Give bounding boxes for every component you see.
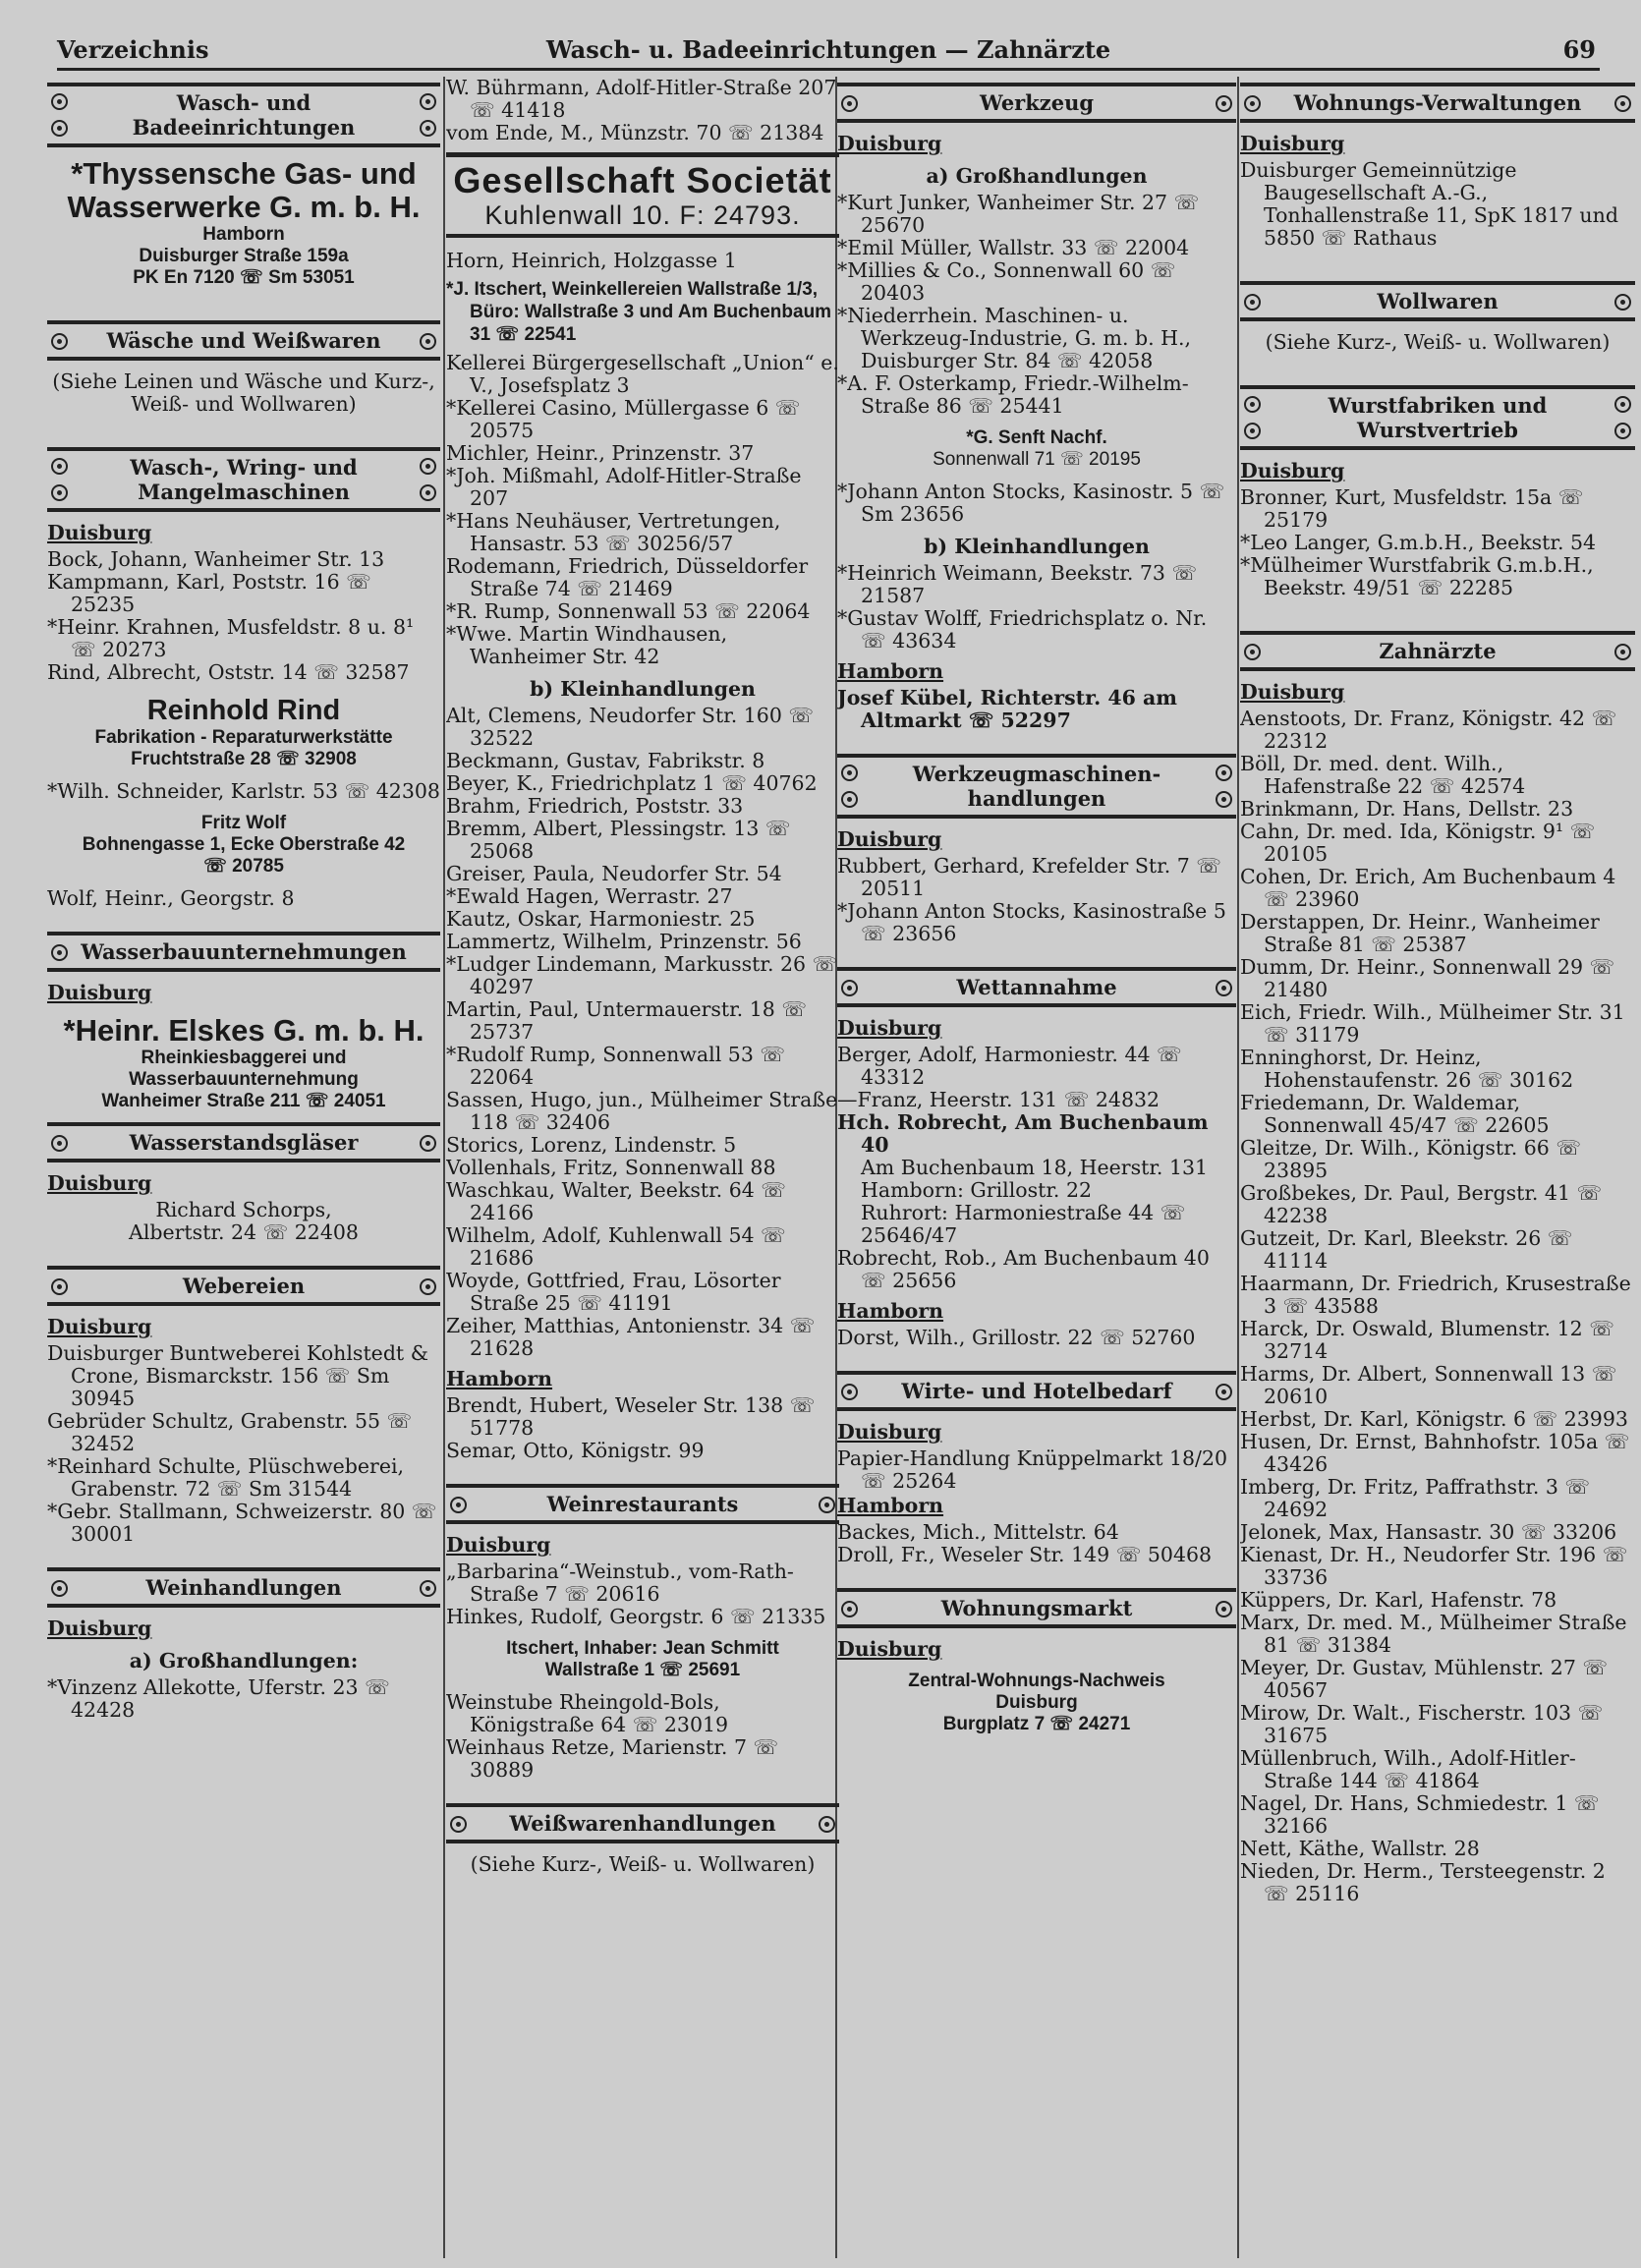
column-3 xyxy=(837,77,1236,2258)
list-item: Rind, Albrecht, Oststr. 14 ☏ 32587 xyxy=(47,660,410,684)
ornament-icon xyxy=(420,1135,436,1152)
ornament-icon xyxy=(1614,396,1631,413)
ornament-icon xyxy=(51,333,68,350)
list-item: Martin, Paul, Untermauerstr. 18 ☏ 25737 xyxy=(446,997,807,1044)
ornament-icon xyxy=(1244,396,1261,413)
ad-line: PK En 7120 ☏ Sm 53051 xyxy=(133,267,355,288)
subheading: a) Großhandlungen: xyxy=(129,1649,359,1673)
list-item: *Johann Anton Stocks, Kasinostr. 5 ☏ Sm 23656 xyxy=(837,480,1225,526)
ornament-icon xyxy=(1216,1601,1232,1617)
list-item: —Franz, Heerstr. 131 ☏ 24832 xyxy=(837,1088,1160,1111)
city-heading: Duisburg xyxy=(837,1420,942,1444)
list-item: Böll, Dr. med. dent. Wilh., Hafenstraße 22 ☏ 42574 xyxy=(1240,752,1526,798)
city-heading: Hamborn xyxy=(837,1299,944,1323)
section-heading xyxy=(446,1484,839,1524)
list-item: Herbst, Dr. Karl, Königstr. 6 ☏ 23993 xyxy=(1240,1407,1628,1431)
list-item: Gleitze, Dr. Wilh., Königstr. 66 ☏ 23895 xyxy=(1240,1136,1581,1182)
ad-name: *G. Senft Nachf. xyxy=(966,427,1107,448)
list-item: Ruhrort: Harmoniestraße 44 ☏ 25646/47 xyxy=(861,1201,1186,1247)
list-item: Waschkau, Walter, Beekstr. 64 ☏ 24166 xyxy=(446,1178,786,1224)
list-item: Kautz, Oskar, Harmoniestr. 25 xyxy=(446,907,756,931)
list-item: Kampmann, Karl, Poststr. 16 ☏ 25235 xyxy=(47,570,371,616)
list-item: Marx, Dr. med. M., Mülheimer Straße 81 ☏ 31384 xyxy=(1240,1611,1627,1657)
ornament-icon xyxy=(1216,1384,1232,1400)
section-heading xyxy=(837,1588,1236,1628)
list-item: Müllenbruch, Wilh., Adolf-Hitler-Straße 144 ☏ 41864 xyxy=(1240,1746,1576,1792)
list-item: *Emil Müller, Wallstr. 33 ☏ 22004 xyxy=(837,236,1190,259)
ad-line: Duisburg xyxy=(995,1692,1078,1713)
list-item: Jelonek, Max, Hansastr. 30 ☏ 33206 xyxy=(1240,1520,1617,1544)
list-item: Beyer, K., Friedrichplatz 1 ☏ 40762 xyxy=(446,771,818,795)
list-item: Alt, Clemens, Neudorfer Str. 160 ☏ 32522 xyxy=(446,704,815,750)
list-item: Bock, Johann, Wanheimer Str. 13 xyxy=(47,547,385,571)
ornament-icon xyxy=(1614,95,1631,112)
list-item: Greiser, Paula, Neudorfer Str. 54 xyxy=(446,862,782,885)
list-item: *Gustav Wolff, Friedrichsplatz o. Nr. ☏ 43634 xyxy=(837,606,1208,652)
ornament-icon xyxy=(841,95,858,112)
ad-name: *Heinr. Elskes G. m. b. H. xyxy=(63,1013,424,1048)
list-item: Michler, Heinr., Prinzenstr. 37 xyxy=(446,441,755,465)
city-heading: Duisburg xyxy=(47,981,152,1004)
ornament-icon xyxy=(450,1497,467,1513)
list-item: *Wilh. Schneider, Karlstr. 53 ☏ 42308 xyxy=(47,779,440,803)
section-title: Weißwarenhandlungen xyxy=(509,1811,776,1836)
ad-name: Reinhold Rind xyxy=(146,695,341,726)
list-item: Imberg, Dr. Fritz, Paffrathstr. 3 ☏ 24692 xyxy=(1240,1475,1591,1521)
section-heading xyxy=(446,1803,839,1843)
header-title: Wasch- u. Badeeinrichtungen — Zahnärzte xyxy=(545,35,1111,64)
section-heading xyxy=(47,1122,440,1162)
advertisement xyxy=(446,152,839,238)
section-title: Wettannahme xyxy=(956,975,1117,999)
section-heading xyxy=(47,320,440,361)
list-item: Husen, Dr. Ernst, Bahnhofstr. 105a ☏ 43426 xyxy=(1240,1430,1630,1476)
list-item: Nagel, Dr. Hans, Schmiedestr. 1 ☏ 32166 xyxy=(1240,1791,1600,1838)
ornament-icon xyxy=(841,765,858,781)
list-item: *Joh. Mißmahl, Adolf-Hitler-Straße 207 xyxy=(446,464,802,510)
ornament-icon xyxy=(841,1601,858,1617)
list-item: Friedemann, Dr. Waldemar, Sonnenwall 45/47 ☏ 22605 xyxy=(1240,1091,1550,1137)
list-item: Brahm, Friedrich, Poststr. 33 xyxy=(446,794,744,818)
city-heading: Hamborn xyxy=(446,1367,553,1390)
section-title: Wurstfabriken und Wurstvertrieb xyxy=(1328,393,1548,442)
list-item: Papier-Handlung Knüppelmarkt 18/20 ☏ 25264 xyxy=(837,1446,1228,1493)
ornament-icon xyxy=(450,1816,467,1833)
city-heading: Duisburg xyxy=(1240,459,1345,482)
list-item: *Gebr. Stallmann, Schweizerstr. 80 ☏ 30001 xyxy=(47,1500,437,1546)
ornament-icon xyxy=(420,120,436,137)
list-item: Harms, Dr. Albert, Sonnenwall 13 ☏ 20610 xyxy=(1240,1362,1617,1408)
list-item: Duisburger Gemeinnützige Baugesellschaft A.-G., Tonhallenstraße 11, SpK 1817 und 5850 ☏ Rathaus xyxy=(1240,158,1618,250)
section-heading xyxy=(837,754,1236,819)
list-item: Dorst, Wilh., Grillostr. 22 ☏ 52760 xyxy=(837,1326,1196,1349)
list-item: Weinstube Rheingold-Bols, Königstraße 64 ☏ 23019 xyxy=(446,1690,729,1736)
list-item: Am Buchenbaum 18, Heerstr. 131 xyxy=(861,1156,1209,1179)
column-1 xyxy=(47,77,440,2258)
list-item: Lammertz, Wilhelm, Prinzenstr. 56 xyxy=(446,930,802,953)
section-heading xyxy=(837,83,1236,123)
section-title: Zahnärzte xyxy=(1379,639,1497,663)
advertisement xyxy=(47,157,440,289)
list-item: Hinkes, Rudolf, Georgstr. 6 ☏ 21335 xyxy=(446,1605,826,1628)
list-item: *Johann Anton Stocks, Kasinostraße 5 ☏ 23656 xyxy=(837,899,1226,945)
ornament-icon xyxy=(841,791,858,808)
ornament-icon xyxy=(51,484,68,501)
section-heading xyxy=(1240,631,1635,671)
list-item: *Reinhard Schulte, Plüschweberei, Grabenstr. 72 ☏ Sm 31544 xyxy=(47,1454,405,1501)
list-item: Robrecht, Rob., Am Buchenbaum 40 ☏ 25656 xyxy=(837,1246,1210,1292)
list-item: Josef Kübel, Richterstr. 46 am Altmarkt ☏ 52297 xyxy=(837,686,1177,732)
city-heading: Duisburg xyxy=(47,1315,152,1338)
list-item: Kienast, Dr. H., Neudorfer Str. 196 ☏ 33736 xyxy=(1240,1543,1628,1589)
list-item: Wilhelm, Adolf, Kuhlenwall 54 ☏ 21686 xyxy=(446,1223,786,1270)
list-item: *Vinzenz Allekotte, Uferstr. 23 ☏ 42428 xyxy=(47,1675,390,1722)
advertisement xyxy=(837,427,1236,471)
column-divider xyxy=(1237,77,1239,2258)
ornament-icon xyxy=(420,93,436,110)
ornament-icon xyxy=(51,1278,68,1295)
list-item: vom Ende, M., Münzstr. 70 ☏ 21384 xyxy=(446,121,824,144)
ad-name: Itschert, Inhaber: Jean Schmitt xyxy=(506,1638,779,1659)
ad-line: Burgplatz 7 ☏ 24271 xyxy=(942,1714,1131,1734)
section-title: Wasch-, Wring- und Mangelmaschinen xyxy=(130,455,358,504)
section-title: Wirte- und Hotelbedarf xyxy=(901,1379,1172,1403)
ornament-icon xyxy=(1244,294,1261,311)
advertisement xyxy=(47,813,440,878)
list-item: Rubbert, Gerhard, Krefelder Str. 7 ☏ 20511 xyxy=(837,854,1221,900)
section-heading xyxy=(837,1371,1236,1411)
list-item: *Ewald Hagen, Werrastr. 27 xyxy=(446,884,733,908)
list-item: Weinhaus Retze, Marienstr. 7 ☏ 30889 xyxy=(446,1735,779,1782)
list-item: *Heinrich Weimann, Beekstr. 73 ☏ 21587 xyxy=(837,561,1198,607)
city-heading: Duisburg xyxy=(47,521,152,544)
ornament-icon xyxy=(1216,765,1232,781)
section-title: Webereien xyxy=(182,1274,306,1298)
ornament-icon xyxy=(819,1816,835,1833)
list-item: *Hans Neuhäuser, Vertretungen, Hansastr. 53 ☏ 30256/57 xyxy=(446,509,781,555)
ornament-icon xyxy=(1244,423,1261,439)
list-item: *Leo Langer, G.m.b.H., Beekstr. 54 xyxy=(1240,531,1597,554)
ornament-icon xyxy=(1216,95,1232,112)
advertisement xyxy=(446,1638,839,1681)
list-item: Nett, Käthe, Wallstr. 28 xyxy=(1240,1837,1480,1860)
city-heading: Duisburg xyxy=(446,1533,551,1557)
list-item: Sassen, Hugo, jun., Mülheimer Straße 118 ☏ 32406 xyxy=(446,1088,838,1134)
list-item: Horn, Heinrich, Holzgasse 1 xyxy=(446,249,737,272)
ad-name: Zentral-Wohnungs-Nachweis xyxy=(908,1671,1165,1691)
advertisement xyxy=(837,1671,1236,1735)
list-item: Derstappen, Dr. Heinr., Wanheimer Straße 81 ☏ 25387 xyxy=(1240,910,1600,956)
list-item: Nieden, Dr. Herm., Tersteegenstr. 2 ☏ 25116 xyxy=(1240,1859,1606,1905)
section-title: Wasch- und Badeeinrichtungen xyxy=(132,90,356,140)
ornament-icon xyxy=(1614,644,1631,660)
list-item: *R. Rump, Sonnenwall 53 ☏ 22064 xyxy=(446,599,811,623)
list-item: Duisburger Buntweberei Kohlstedt & Crone, Bismarckstr. 156 ☏ Sm 30945 xyxy=(47,1341,428,1410)
list-item: Cahn, Dr. med. Ida, Königstr. 9¹ ☏ 20105 xyxy=(1240,820,1596,866)
section-title: Weinhandlungen xyxy=(145,1575,342,1600)
ad-line: Kuhlenwall 10. F: 24793. xyxy=(484,200,801,230)
list-item: W. Bührmann, Adolf-Hitler-Straße 207 ☏ 41418 xyxy=(446,77,837,122)
section-title: Weinrestaurants xyxy=(546,1492,739,1516)
page-number: 69 xyxy=(1562,35,1596,64)
subheading: b) Kleinhandlungen xyxy=(924,535,1150,558)
ad-line: Wallstraße 1 ☏ 25691 xyxy=(544,1660,741,1680)
section-heading xyxy=(837,967,1236,1007)
list-item: Großbekes, Dr. Paul, Bergstr. 41 ☏ 42238 xyxy=(1240,1181,1603,1227)
list-item: Hamborn: Grillostr. 22 xyxy=(861,1178,1093,1202)
list-item: Woyde, Gottfried, Frau, Lösorter Straße 25 ☏ 41191 xyxy=(446,1269,781,1315)
section-title: Werkzeug xyxy=(979,90,1095,115)
city-heading: Duisburg xyxy=(837,1016,942,1040)
list-item: Backes, Mich., Mittelstr. 64 xyxy=(837,1520,1119,1544)
section-title: Wohnungsmarkt xyxy=(940,1596,1133,1620)
section-heading xyxy=(47,932,440,972)
list-item: *Kurt Junker, Wanheimer Str. 27 ☏ 25670 xyxy=(837,191,1200,237)
list-item: Bremm, Albert, Plessingstr. 13 ☏ 25068 xyxy=(446,817,791,863)
list-item: Meyer, Dr. Gustav, Mühlenstr. 27 ☏ 40567 xyxy=(1240,1656,1609,1702)
list-item: *Wwe. Martin Windhausen, Wanheimer Str. 42 xyxy=(446,622,728,668)
ad-line: Hamborn xyxy=(202,224,285,245)
city-heading: Hamborn xyxy=(837,659,944,683)
list-item: Bronner, Kurt, Musfeldstr. 15a ☏ 25179 xyxy=(1240,485,1584,532)
ornament-icon xyxy=(1216,791,1232,808)
list-item: *Ludger Lindemann, Markusstr. 26 ☏ 40297 xyxy=(446,952,838,998)
subheading: a) Großhandlungen xyxy=(926,164,1148,188)
ornament-icon xyxy=(1614,423,1631,439)
section-heading xyxy=(1240,83,1635,123)
list-item: Brinkmann, Dr. Hans, Dellstr. 23 xyxy=(1240,797,1574,821)
list-item: Berger, Adolf, Harmoniestr. 44 ☏ 43312 xyxy=(837,1043,1182,1089)
ornament-icon xyxy=(1244,95,1261,112)
city-heading: Duisburg xyxy=(837,132,942,155)
ornament-icon xyxy=(51,458,68,475)
list-item: *A. F. Osterkamp, Friedr.-Wilhelm-Straße 86 ☏ 25441 xyxy=(837,371,1189,418)
list-item: Gutzeit, Dr. Karl, Bleekstr. 26 ☏ 41114 xyxy=(1240,1226,1573,1273)
city-heading: Hamborn xyxy=(837,1494,944,1517)
list-item: *Niederrhein. Maschinen- u. Werkzeug-Industrie, G. m. b. H., Duisburger Str. 84 ☏ 42058 xyxy=(837,304,1192,372)
list-item: Vollenhals, Fritz, Sonnenwall 88 xyxy=(446,1156,776,1179)
list-item: *Mülheimer Wurstfabrik G.m.b.H., Beekstr. 49/51 ☏ 22285 xyxy=(1240,553,1594,599)
ornament-icon xyxy=(51,1580,68,1597)
ornament-icon xyxy=(420,458,436,475)
list-item: Aenstoots, Dr. Franz, Königstr. 42 ☏ 22312 xyxy=(1240,707,1617,753)
city-heading: Duisburg xyxy=(1240,132,1345,155)
list-item: Küppers, Dr. Karl, Hafenstr. 78 xyxy=(1240,1588,1557,1612)
column-2 xyxy=(446,77,839,2258)
list-item: Dumm, Dr. Heinr., Sonnenwall 29 ☏ 21480 xyxy=(1240,955,1615,1001)
city-heading: Duisburg xyxy=(47,1171,152,1195)
advertisement xyxy=(47,694,440,770)
ad-line: Rheinkiesbaggerei und xyxy=(141,1048,347,1068)
column-4 xyxy=(1240,77,1635,2258)
section-heading xyxy=(47,447,440,512)
list-item: Beckmann, Gustav, Fabrikstr. 8 xyxy=(446,749,765,772)
list-item: *Millies & Co., Sonnenwall 60 ☏ 20403 xyxy=(837,258,1176,305)
list-item: *Kellerei Casino, Müllergasse 6 ☏ 20575 xyxy=(446,396,801,442)
list-item: Mirow, Dr. Walt., Fischerstr. 103 ☏ 31675 xyxy=(1240,1701,1604,1747)
list-item: Brendt, Hubert, Weseler Str. 138 ☏ 51778 xyxy=(446,1393,816,1440)
city-heading: Duisburg xyxy=(837,827,942,851)
section-title: Wollwaren xyxy=(1377,289,1499,313)
header-left: Verzeichnis xyxy=(57,35,209,64)
list-item: Harck, Dr. Oswald, Blumenstr. 12 ☏ 32714 xyxy=(1240,1317,1614,1363)
section-title: Wäsche und Weißwaren xyxy=(106,328,381,353)
list-item: Albertstr. 24 ☏ 22408 xyxy=(129,1220,359,1244)
ad-name: Wasserwerke G. m. b. H. xyxy=(67,190,421,224)
ornament-icon xyxy=(819,1497,835,1513)
section-title: Wasserstandsgläser xyxy=(129,1130,359,1155)
ornament-icon xyxy=(841,1384,858,1400)
ad-line: Sonnenwall 71 ☏ 20195 xyxy=(933,449,1141,470)
city-heading: Duisburg xyxy=(1240,680,1345,704)
ornament-icon xyxy=(1244,644,1261,660)
list-item: Droll, Fr., Weseler Str. 149 ☏ 50468 xyxy=(837,1543,1213,1566)
advertisement xyxy=(47,1014,440,1112)
ad-name: Fritz Wolf xyxy=(200,813,287,833)
list-item: Eich, Friedr. Wilh., Mülheimer Str. 31 ☏ 31179 xyxy=(1240,1000,1625,1047)
ad-line: Duisburger Straße 159a xyxy=(139,246,349,266)
column-divider xyxy=(443,77,445,2258)
list-item: Semar, Otto, Königstr. 99 xyxy=(446,1439,705,1462)
section-heading xyxy=(47,1567,440,1608)
ad-line: ☏ 20785 xyxy=(203,856,284,877)
ad-line: Fruchtstraße 28 ☏ 32908 xyxy=(131,749,357,769)
cross-reference: (Siehe Leinen und Wäsche und Kurz-, Weiß- und Wollwaren) xyxy=(52,369,435,416)
section-heading xyxy=(1240,385,1635,450)
list-item: Cohen, Dr. Erich, Am Buchenbaum 4 ☏ 23960 xyxy=(1240,865,1616,911)
list-item: Haarmann, Dr. Friedrich, Krusestraße 3 ☏ 43588 xyxy=(1240,1272,1631,1318)
ornament-icon xyxy=(420,484,436,501)
list-item: Zeiher, Matthias, Antonienstr. 34 ☏ 21628 xyxy=(446,1314,816,1360)
list-item: Enninghorst, Dr. Heinz, Hohenstaufenstr. 26 ☏ 30162 xyxy=(1240,1046,1574,1092)
list-item: *J. Itschert, Weinkellereien Wallstraße 1/3, Büro: Wallstraße 3 und Am Buchenbaum 31 ☏ 22541 xyxy=(446,279,832,345)
ornament-icon xyxy=(420,1278,436,1295)
ornament-icon xyxy=(51,93,68,110)
section-title: Werkzeugmaschinen-handlungen xyxy=(912,762,1161,811)
list-item: Wolf, Heinr., Georgstr. 8 xyxy=(47,886,295,910)
section-heading xyxy=(47,1266,440,1306)
cross-reference: (Siehe Kurz-, Weiß- u. Wollwaren) xyxy=(1265,330,1611,354)
ad-line: Wanheimer Straße 211 ☏ 24051 xyxy=(101,1091,386,1111)
ornament-icon xyxy=(420,1580,436,1597)
section-title: Wohnungs-Verwaltungen xyxy=(1293,90,1582,115)
ad-name: Gesellschaft Societät xyxy=(453,160,832,200)
list-item: *Rudolf Rump, Sonnenwall 53 ☏ 22064 xyxy=(446,1043,786,1089)
ad-line: Bohnengasse 1, Ecke Oberstraße 42 xyxy=(82,834,406,855)
list-item: Hch. Robrecht, Am Buchenbaum 40 xyxy=(837,1110,1209,1157)
section-title: Wasserbauunternehmungen xyxy=(81,939,407,964)
list-item: Richard Schorps, xyxy=(155,1198,332,1221)
ornament-icon xyxy=(1614,294,1631,311)
list-item: „Barbarina“-Weinstub., vom-Rath-Straße 7 ☏ 20616 xyxy=(446,1559,794,1606)
page-header xyxy=(57,33,1600,71)
list-item: Storics, Lorenz, Lindenstr. 5 xyxy=(446,1133,737,1157)
list-item: *Heinr. Krahnen, Musfeldstr. 8 u. 8¹ ☏ 20273 xyxy=(47,615,415,661)
list-item: Kellerei Bürgergesellschaft „Union“ e. V., Josefsplatz 3 xyxy=(446,351,839,397)
ad-line: Fabrikation - Reparaturwerkstätte xyxy=(94,727,393,748)
section-heading xyxy=(47,83,440,147)
ornament-icon xyxy=(1216,980,1232,996)
ornament-icon xyxy=(51,944,68,961)
ornament-icon xyxy=(841,980,858,996)
subheading: b) Kleinhandlungen xyxy=(530,677,756,701)
section-heading xyxy=(1240,281,1635,321)
ornament-icon xyxy=(51,120,68,137)
list-item: Rodemann, Friedrich, Düsseldorfer Straße 74 ☏ 21469 xyxy=(446,554,809,600)
city-heading: Duisburg xyxy=(47,1616,152,1640)
ornament-icon xyxy=(51,1135,68,1152)
ad-line: Wasserbauunternehmung xyxy=(129,1069,359,1090)
list-item: Gebrüder Schultz, Grabenstr. 55 ☏ 32452 xyxy=(47,1409,413,1455)
city-heading: Duisburg xyxy=(837,1637,942,1661)
cross-reference: (Siehe Kurz-, Weiß- u. Wollwaren) xyxy=(470,1852,816,1876)
ornament-icon xyxy=(420,333,436,350)
ad-name: *Thyssensche Gas- und xyxy=(71,156,417,191)
